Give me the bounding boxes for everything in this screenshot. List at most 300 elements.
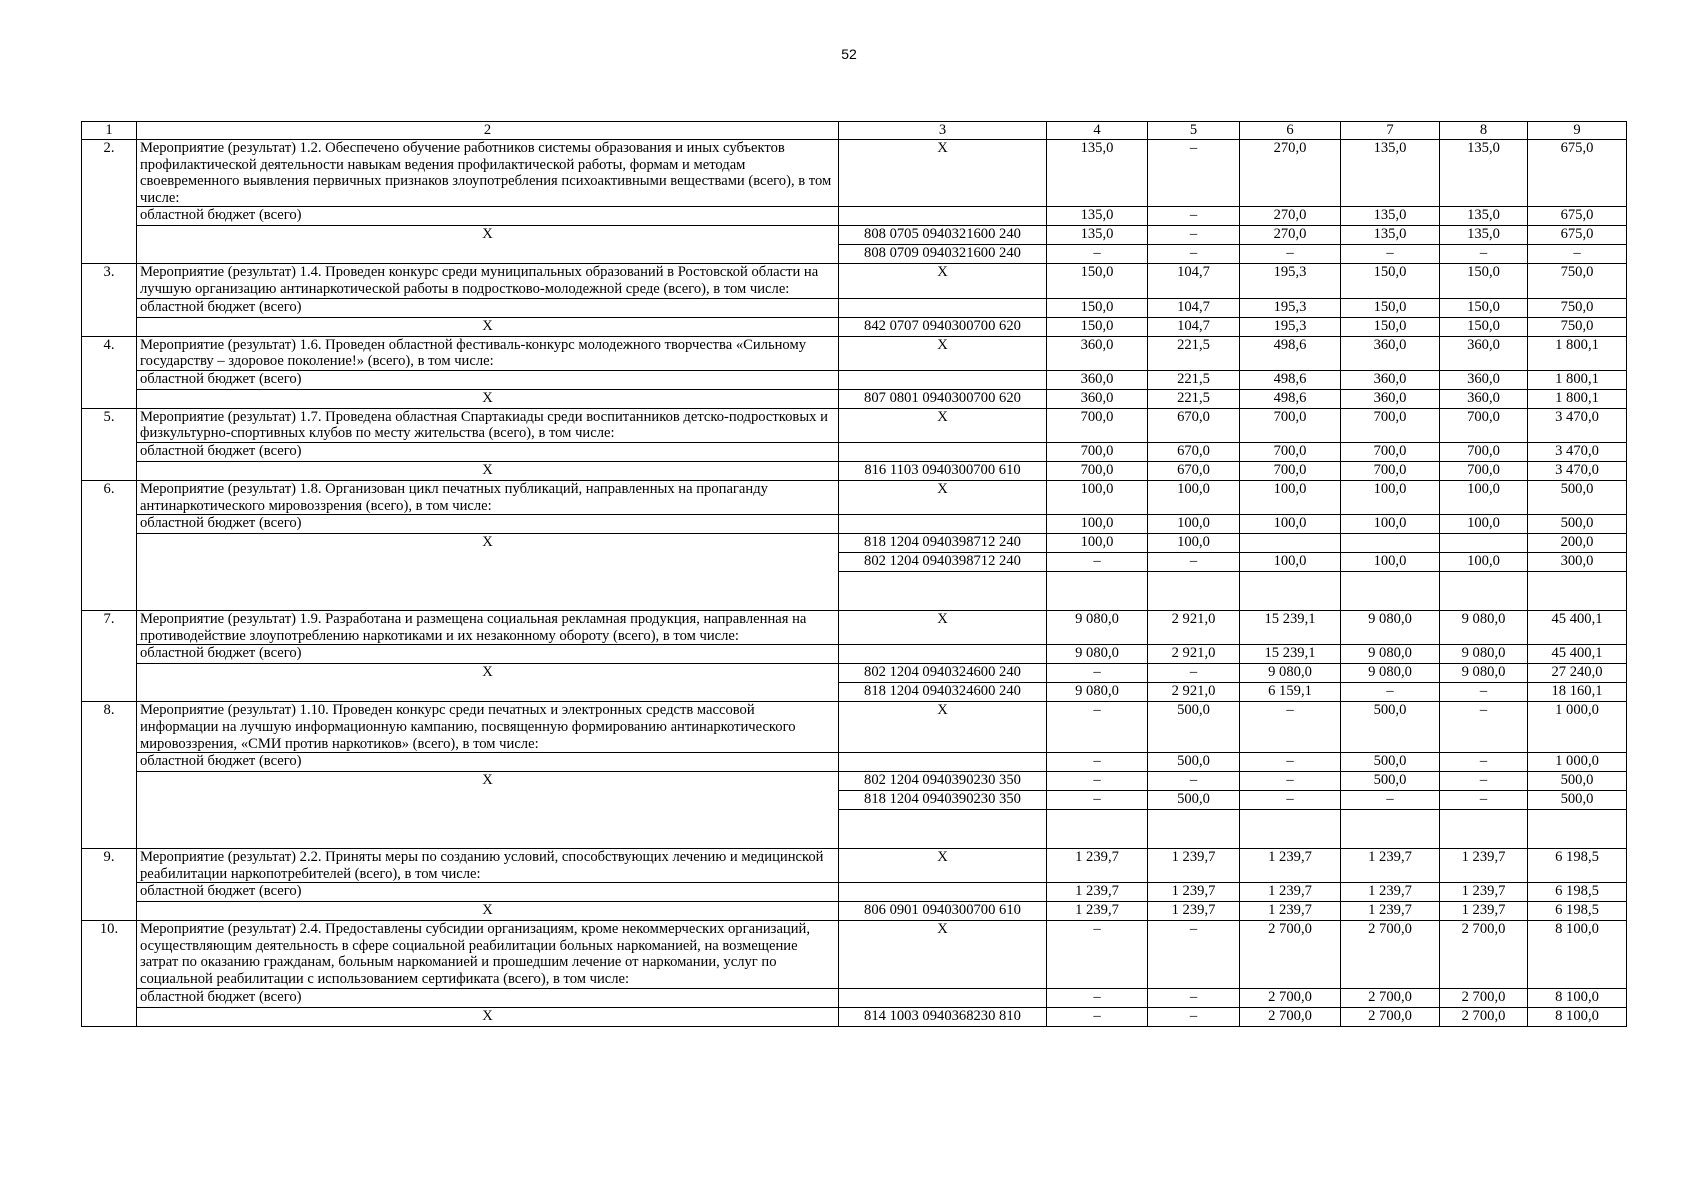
budget-code-value: 9 080,0	[1240, 664, 1341, 683]
budget-code-row	[82, 902, 1627, 921]
budget-code-value: 104,7	[1148, 317, 1240, 336]
budget-value: 500,0	[1341, 753, 1440, 772]
budget-code-empty	[839, 370, 1047, 389]
budget-code-empty	[839, 988, 1047, 1007]
budget-code-value: 2 700,0	[1240, 1007, 1341, 1026]
budget-label: областной бюджет (всего)	[137, 883, 839, 902]
budget-code-value: 500,0	[1528, 772, 1627, 791]
event-name: Мероприятие (результат) 1.8. Организован цикл печатных публикаций, направленных на пропаганду антинаркотического мировоззрения (всего), в том числе:	[137, 480, 839, 514]
budget-row	[82, 442, 1627, 461]
budget-code-value: –	[1148, 226, 1240, 245]
row-index: 3.	[82, 264, 137, 336]
event-value: 675,0	[1528, 140, 1627, 207]
budget-code: 816 1103 0940300700 610	[839, 461, 1047, 480]
budget-code-value: 2 921,0	[1148, 683, 1240, 702]
event-code: Х	[839, 849, 1047, 883]
event-name: Мероприятие (результат) 1.6. Проведен областной фестиваль-конкурс молодежного творчества «Сильному государству – здоровое поколение!» (всего), в том числе:	[137, 336, 839, 370]
budget-value: 3 470,0	[1528, 442, 1627, 461]
budget-code-value: 3 470,0	[1528, 461, 1627, 480]
budget-value: 360,0	[1440, 370, 1528, 389]
budget-value: 1 239,7	[1240, 883, 1341, 902]
budget-code-value: 27 240,0	[1528, 664, 1627, 683]
budget-code-row	[82, 317, 1627, 336]
budget-code-value: 750,0	[1528, 317, 1627, 336]
budget-code-empty	[839, 298, 1047, 317]
event-value: 498,6	[1240, 336, 1341, 370]
budget-code-value: 360,0	[1047, 389, 1148, 408]
budget-code-empty	[839, 883, 1047, 902]
event-value: –	[1047, 702, 1148, 753]
event-value: 700,0	[1440, 408, 1528, 442]
budget-code-value: 9 080,0	[1341, 664, 1440, 683]
event-value: 1 239,7	[1047, 849, 1148, 883]
event-code: Х	[839, 264, 1047, 298]
event-value: 150,0	[1341, 264, 1440, 298]
event-value: 1 239,7	[1240, 849, 1341, 883]
budget-code-empty	[839, 442, 1047, 461]
event-value: 270,0	[1240, 140, 1341, 207]
budget-code-value: 100,0	[1047, 534, 1148, 553]
budget-value: 750,0	[1528, 298, 1627, 317]
budget-code-value: 700,0	[1047, 461, 1148, 480]
column-header: 6	[1240, 122, 1341, 140]
budget-code-value: –	[1240, 791, 1341, 810]
event-value: 135,0	[1440, 140, 1528, 207]
budget-code-value: 500,0	[1528, 791, 1627, 810]
event-value: 9 080,0	[1440, 611, 1528, 645]
event-value: 135,0	[1341, 140, 1440, 207]
budget-row	[82, 883, 1627, 902]
budget-code-value: 1 239,7	[1240, 902, 1341, 921]
budget-code: 808 0709 0940321600 240	[839, 245, 1047, 264]
budget-label: областной бюджет (всего)	[137, 515, 839, 534]
budget-label: областной бюджет (всего)	[137, 988, 839, 1007]
budget-code-value: –	[1341, 683, 1440, 702]
row-index: 10.	[82, 921, 137, 1026]
budget-value: 8 100,0	[1528, 988, 1627, 1007]
event-code: Х	[839, 336, 1047, 370]
budget-value: 1 239,7	[1341, 883, 1440, 902]
event-row	[82, 336, 1627, 370]
budget-code-value: 700,0	[1240, 461, 1341, 480]
empty-cell	[1528, 572, 1627, 611]
empty-cell	[839, 810, 1047, 849]
budget-code-value: –	[1047, 772, 1148, 791]
budget-code-value: –	[1240, 245, 1341, 264]
budget-code-value: –	[1440, 791, 1528, 810]
budget-code-value: 1 239,7	[1047, 902, 1148, 921]
budget-code-value	[1440, 534, 1528, 553]
budget-code-row	[82, 1007, 1627, 1026]
event-value: 500,0	[1341, 702, 1440, 753]
budget-code-row	[82, 664, 1627, 683]
event-value: –	[1440, 702, 1528, 753]
event-value: 100,0	[1240, 480, 1341, 514]
event-value: 8 100,0	[1528, 921, 1627, 988]
budget-value: 150,0	[1440, 298, 1528, 317]
budget-code-value: –	[1341, 791, 1440, 810]
column-header: 4	[1047, 122, 1148, 140]
x-mark: Х	[137, 664, 839, 702]
budget-code-value: –	[1047, 553, 1148, 572]
budget-code-row	[82, 772, 1627, 791]
page-number: 52	[841, 46, 857, 62]
budget-code-value: 100,0	[1341, 553, 1440, 572]
x-mark: Х	[137, 226, 839, 264]
event-code: Х	[839, 140, 1047, 207]
event-value: 500,0	[1148, 702, 1240, 753]
budget-code-value: –	[1148, 553, 1240, 572]
empty-cell	[1440, 572, 1528, 611]
budget-code-value: 200,0	[1528, 534, 1627, 553]
budget-value: 9 080,0	[1440, 645, 1528, 664]
budget-value: –	[1047, 753, 1148, 772]
event-code: Х	[839, 408, 1047, 442]
column-header: 8	[1440, 122, 1528, 140]
budget-code-empty	[839, 515, 1047, 534]
event-row	[82, 921, 1627, 988]
budget-value: –	[1148, 988, 1240, 1007]
row-index: 8.	[82, 702, 137, 849]
budget-code: 802 1204 0940398712 240	[839, 553, 1047, 572]
budget-code: 818 1204 0940398712 240	[839, 534, 1047, 553]
budget-code-value: –	[1148, 664, 1240, 683]
event-value: 195,3	[1240, 264, 1341, 298]
budget-value: 100,0	[1047, 515, 1148, 534]
row-index: 5.	[82, 408, 137, 480]
event-code: Х	[839, 611, 1047, 645]
budget-value: 700,0	[1047, 442, 1148, 461]
budget-code-value: 500,0	[1148, 791, 1240, 810]
event-name: Мероприятие (результат) 1.2. Обеспечено обучение работников системы образования и иных субъектов профилактической деятельности навыкам ведения профилактической работы, формам и методам своевременного выявления первичных признаков злоупотребления психоактивными веществами (всего), в том числе:	[137, 140, 839, 207]
event-row	[82, 140, 1627, 207]
budget-code-value: 700,0	[1341, 461, 1440, 480]
event-value: 700,0	[1047, 408, 1148, 442]
budget-code-value: 100,0	[1148, 534, 1240, 553]
budget-code-row	[82, 389, 1627, 408]
budget-label: областной бюджет (всего)	[137, 207, 839, 226]
event-value: 700,0	[1240, 408, 1341, 442]
budget-row	[82, 207, 1627, 226]
empty-cell	[839, 572, 1047, 611]
budget-value: 9 080,0	[1341, 645, 1440, 664]
budget-code-value: 2 700,0	[1341, 1007, 1440, 1026]
column-header: 7	[1341, 122, 1440, 140]
budget-code-value: 1 239,7	[1440, 902, 1528, 921]
event-value: 150,0	[1440, 264, 1528, 298]
budget-code-value: 700,0	[1440, 461, 1528, 480]
budget-value: 700,0	[1240, 442, 1341, 461]
event-row	[82, 849, 1627, 883]
budget-row	[82, 988, 1627, 1007]
budget-value: 1 800,1	[1528, 370, 1627, 389]
budget-value: 135,0	[1047, 207, 1148, 226]
x-mark: Х	[137, 772, 839, 849]
event-value: –	[1240, 702, 1341, 753]
event-value: 150,0	[1047, 264, 1148, 298]
event-value: 100,0	[1047, 480, 1148, 514]
budget-code: 806 0901 0940300700 610	[839, 902, 1047, 921]
event-value: 750,0	[1528, 264, 1627, 298]
budget-value: 15 239,1	[1240, 645, 1341, 664]
event-row	[82, 408, 1627, 442]
budget-code: 818 1204 0940324600 240	[839, 683, 1047, 702]
budget-value: 6 198,5	[1528, 883, 1627, 902]
empty-cell	[1341, 810, 1440, 849]
budget-row	[82, 753, 1627, 772]
budget-code-value: 135,0	[1047, 226, 1148, 245]
budget-value: 1 000,0	[1528, 753, 1627, 772]
budget-code: 814 1003 0940368230 810	[839, 1007, 1047, 1026]
budget-code-value: 18 160,1	[1528, 683, 1627, 702]
budget-code-value: –	[1047, 245, 1148, 264]
event-value: –	[1148, 140, 1240, 207]
budget-code-empty	[839, 207, 1047, 226]
budget-code: 807 0801 0940300700 620	[839, 389, 1047, 408]
budget-value: 700,0	[1341, 442, 1440, 461]
event-name: Мероприятие (результат) 1.9. Разработана и размещена социальная рекламная продукция, направленная на противодействие злоупотреблению наркотиками и их незаконному обороту (всего), в том числе:	[137, 611, 839, 645]
event-value: 100,0	[1148, 480, 1240, 514]
event-value: –	[1148, 921, 1240, 988]
budget-value: 2 700,0	[1341, 988, 1440, 1007]
event-code: Х	[839, 921, 1047, 988]
event-code: Х	[839, 480, 1047, 514]
column-header: 1	[82, 122, 137, 140]
budget-value: 2 921,0	[1148, 645, 1240, 664]
budget-row	[82, 515, 1627, 534]
budget-code-value: 195,3	[1240, 317, 1341, 336]
budget-label: областной бюджет (всего)	[137, 442, 839, 461]
event-value: 100,0	[1341, 480, 1440, 514]
budget-code: 842 0707 0940300700 620	[839, 317, 1047, 336]
budget-code-value: –	[1047, 791, 1148, 810]
event-row	[82, 480, 1627, 514]
budget-code-empty	[839, 753, 1047, 772]
budget-code-value	[1240, 534, 1341, 553]
event-value: 1 239,7	[1148, 849, 1240, 883]
budget-code: 818 1204 0940390230 350	[839, 791, 1047, 810]
budget-code-value: 150,0	[1047, 317, 1148, 336]
budget-value: 150,0	[1341, 298, 1440, 317]
budget-code-empty	[839, 645, 1047, 664]
budget-code-value: 8 100,0	[1528, 1007, 1627, 1026]
event-row	[82, 611, 1627, 645]
event-value: 15 239,1	[1240, 611, 1341, 645]
row-index: 6.	[82, 480, 137, 610]
budget-value: 135,0	[1440, 207, 1528, 226]
event-value: 6 198,5	[1528, 849, 1627, 883]
event-value: 2 700,0	[1341, 921, 1440, 988]
event-name: Мероприятие (результат) 2.2. Приняты меры по созданию условий, способствующих лечению и медицинской реабилитации наркопотребителей (всего), в том числе:	[137, 849, 839, 883]
event-name: Мероприятие (результат) 1.10. Проведен конкурс среди печатных и электронных средств массовой информации на лучшую информационную кампанию, посвященную формированию антинаркотического мировоззрения, «СМИ против наркотиков» (всего), в том числе:	[137, 702, 839, 753]
budget-code-value: 2 700,0	[1440, 1007, 1528, 1026]
event-value: 2 921,0	[1148, 611, 1240, 645]
empty-cell	[1148, 810, 1240, 849]
event-row	[82, 702, 1627, 753]
event-value: 45 400,1	[1528, 611, 1627, 645]
row-index: 7.	[82, 611, 137, 702]
budget-code-value: 135,0	[1341, 226, 1440, 245]
budget-value: 2 700,0	[1240, 988, 1341, 1007]
budget-code-value: –	[1440, 683, 1528, 702]
event-value: 1 800,1	[1528, 336, 1627, 370]
budget-value: 104,7	[1148, 298, 1240, 317]
budget-value: 360,0	[1047, 370, 1148, 389]
event-value: 135,0	[1047, 140, 1148, 207]
budget-value: 270,0	[1240, 207, 1341, 226]
event-value: 670,0	[1148, 408, 1240, 442]
budget-code-value: 500,0	[1341, 772, 1440, 791]
event-value: 360,0	[1047, 336, 1148, 370]
budget-code: 802 1204 0940324600 240	[839, 664, 1047, 683]
budget-code-value: 100,0	[1240, 553, 1341, 572]
event-name: Мероприятие (результат) 1.4. Проведен конкурс среди муниципальных образований в Ростовской области на лучшую организацию антинаркотической работы в подростково-молодежной среде (всего), в том числе:	[137, 264, 839, 298]
budget-value: 2 700,0	[1440, 988, 1528, 1007]
budget-code-value: 1 239,7	[1341, 902, 1440, 921]
empty-cell	[1047, 810, 1148, 849]
column-header: 3	[839, 122, 1047, 140]
budget-code-value: –	[1440, 245, 1528, 264]
budget-code-row	[82, 461, 1627, 480]
budget-code-value: 150,0	[1341, 317, 1440, 336]
budget-value: –	[1148, 207, 1240, 226]
event-value: 100,0	[1440, 480, 1528, 514]
event-value: 9 080,0	[1047, 611, 1148, 645]
empty-cell	[1240, 572, 1341, 611]
budget-value: 1 239,7	[1440, 883, 1528, 902]
budget-code-value: –	[1440, 772, 1528, 791]
budget-code-value: –	[1341, 245, 1440, 264]
budget-value: 500,0	[1148, 753, 1240, 772]
budget-code-row	[82, 534, 1627, 553]
empty-cell	[1148, 572, 1240, 611]
event-value: 104,7	[1148, 264, 1240, 298]
budget-code-value: 300,0	[1528, 553, 1627, 572]
budget-code-value: 270,0	[1240, 226, 1341, 245]
x-mark: Х	[137, 317, 839, 336]
event-name: Мероприятие (результат) 1.7. Проведена областная Спартакиады среди воспитанников детско-подростковых и физкультурно-спортивных клубов по месту жительства (всего), в том числе:	[137, 408, 839, 442]
budget-value: 45 400,1	[1528, 645, 1627, 664]
event-code: Х	[839, 702, 1047, 753]
budget-value: 9 080,0	[1047, 645, 1148, 664]
event-value: 360,0	[1341, 336, 1440, 370]
x-mark: Х	[137, 461, 839, 480]
budget-code-value: 360,0	[1341, 389, 1440, 408]
empty-cell	[1047, 572, 1148, 611]
event-value: 2 700,0	[1440, 921, 1528, 988]
event-value: 500,0	[1528, 480, 1627, 514]
budget-row	[82, 298, 1627, 317]
budget-code-value: 9 080,0	[1047, 683, 1148, 702]
budget-code-value: 9 080,0	[1440, 664, 1528, 683]
budget-value: 1 239,7	[1148, 883, 1240, 902]
budget-value: –	[1047, 988, 1148, 1007]
empty-cell	[1240, 810, 1341, 849]
x-mark: Х	[137, 902, 839, 921]
budget-value: 100,0	[1148, 515, 1240, 534]
budget-value: 360,0	[1341, 370, 1440, 389]
budget-code-value: 670,0	[1148, 461, 1240, 480]
budget-value: 195,3	[1240, 298, 1341, 317]
row-index: 2.	[82, 140, 137, 264]
event-row	[82, 264, 1627, 298]
budget-code-value: 360,0	[1440, 389, 1528, 408]
budget-value: 100,0	[1341, 515, 1440, 534]
event-value: –	[1047, 921, 1148, 988]
event-value: 1 239,7	[1440, 849, 1528, 883]
budget-label: областной бюджет (всего)	[137, 370, 839, 389]
row-index: 9.	[82, 849, 137, 921]
budget-value: 700,0	[1440, 442, 1528, 461]
event-value: 9 080,0	[1341, 611, 1440, 645]
column-header-row	[82, 122, 1627, 140]
budget-code-value: –	[1528, 245, 1627, 264]
column-header: 2	[137, 122, 839, 140]
budget-code-value: 135,0	[1440, 226, 1528, 245]
budget-code-value: –	[1047, 1007, 1148, 1026]
budget-code-value: 221,5	[1148, 389, 1240, 408]
financing-table	[81, 121, 1627, 1027]
budget-code-value: 1 800,1	[1528, 389, 1627, 408]
event-value: 700,0	[1341, 408, 1440, 442]
empty-cell	[1528, 810, 1627, 849]
budget-row	[82, 645, 1627, 664]
empty-cell	[1341, 572, 1440, 611]
budget-value: –	[1240, 753, 1341, 772]
budget-code-value: 100,0	[1440, 553, 1528, 572]
budget-code-value	[1341, 534, 1440, 553]
budget-value: –	[1440, 753, 1528, 772]
x-mark: Х	[137, 1007, 839, 1026]
budget-code-value: –	[1148, 772, 1240, 791]
budget-code-value: 1 239,7	[1148, 902, 1240, 921]
budget-code-value: –	[1047, 664, 1148, 683]
x-mark: Х	[137, 534, 839, 611]
event-value: 1 000,0	[1528, 702, 1627, 753]
budget-code-value: 6 198,5	[1528, 902, 1627, 921]
event-value: 2 700,0	[1240, 921, 1341, 988]
event-value: 3 470,0	[1528, 408, 1627, 442]
budget-value: 221,5	[1148, 370, 1240, 389]
budget-code-value: –	[1148, 1007, 1240, 1026]
budget-code-value: –	[1148, 245, 1240, 264]
budget-value: 500,0	[1528, 515, 1627, 534]
budget-value: 135,0	[1341, 207, 1440, 226]
budget-code-value: 675,0	[1528, 226, 1627, 245]
budget-value: 1 239,7	[1047, 883, 1148, 902]
budget-code-value: –	[1240, 772, 1341, 791]
budget-value: 100,0	[1240, 515, 1341, 534]
row-index: 4.	[82, 336, 137, 408]
budget-label: областной бюджет (всего)	[137, 645, 839, 664]
budget-code-value: 150,0	[1440, 317, 1528, 336]
budget-code-value: 498,6	[1240, 389, 1341, 408]
column-header: 9	[1528, 122, 1627, 140]
event-value: 360,0	[1440, 336, 1528, 370]
budget-code: 808 0705 0940321600 240	[839, 226, 1047, 245]
event-value: 1 239,7	[1341, 849, 1440, 883]
empty-cell	[1440, 810, 1528, 849]
budget-code: 802 1204 0940390230 350	[839, 772, 1047, 791]
column-header: 5	[1148, 122, 1240, 140]
budget-value: 498,6	[1240, 370, 1341, 389]
budget-row	[82, 370, 1627, 389]
event-name: Мероприятие (результат) 2.4. Предоставлены субсидии организациям, кроме некоммерческих организаций, осуществляющим деятельность в сфере социальной реабилитации больных наркоманией, на возмещение затрат по оказанию гражданам, больным наркоманией и прошедшим лечение от наркомании, услуг по социальной реабилитации с использованием сертификата (всего), в том числе:	[137, 921, 839, 988]
budget-label: областной бюджет (всего)	[137, 298, 839, 317]
budget-code-value: 6 159,1	[1240, 683, 1341, 702]
event-value: 221,5	[1148, 336, 1240, 370]
x-mark: Х	[137, 389, 839, 408]
